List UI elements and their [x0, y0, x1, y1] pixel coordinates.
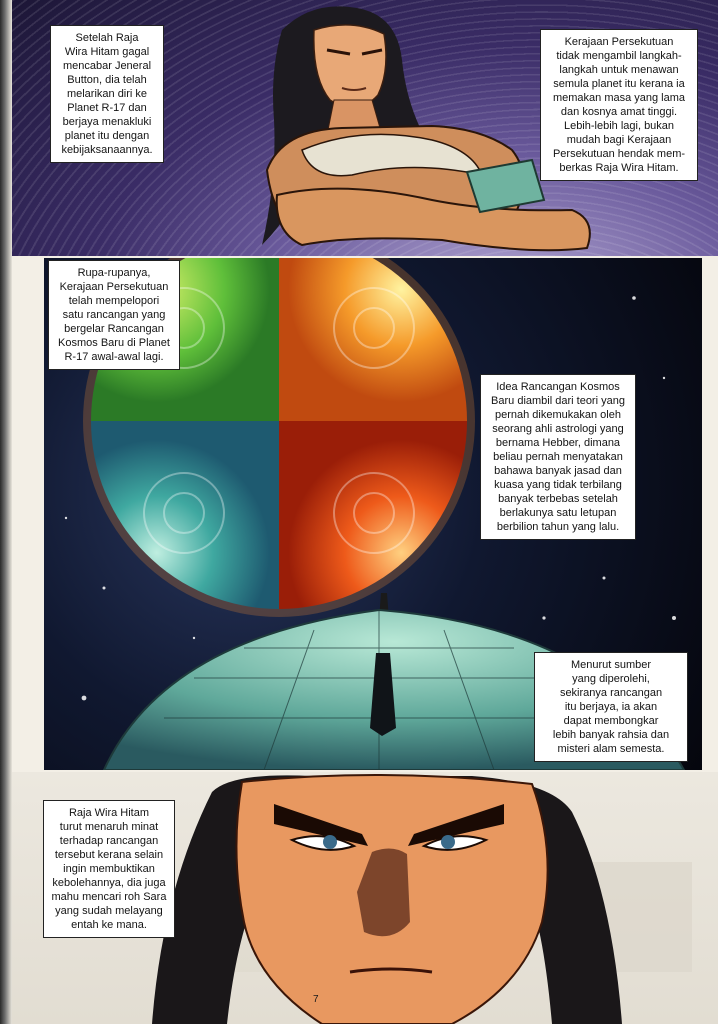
panel-warlord-arms-crossed: [12, 0, 718, 256]
panel-warlord-closeup: [12, 772, 718, 1024]
caption-plan-success: Menurut sumber yang diperolehi, sekiranya rancangan itu berjaya, ia akan dapat membongkar lebih banyak rahsia dan misteri alam semesta.: [534, 652, 688, 762]
caption-new-cosmos-plan: Rupa-rupanya, Kerajaan Persekutuan telah mempelopori satu rancangan yang bergelar Rancangan Kosmos Baru di Planet R-17 awal-awal lagi.: [48, 260, 180, 370]
caption-federation-no-action: Kerajaan Persekutuan tidak mengambil langkah- langkah untuk menawan semula planet itu kerana ia memakan masa yang lama dan kosnya amat tinggi. Lebih-lebih lagi, bukan mudah bagi Kerajaan Persekutuan hendak mem- berkas Raja Wira Hitam.: [540, 29, 698, 181]
caption-escape-to-planet: Setelah Raja Wira Hitam gagal mencabar Jeneral Button, dia telah melarikan diri ke Planet R-17 dan berjaya menakluki planet itu dengan kebijaksanaannya.: [50, 25, 164, 163]
panel-cosmos-planet: [44, 258, 702, 770]
caption-hebber-theory: Idea Rancangan Kosmos Baru diambil dari teori yang pernah dikemukakan oleh seorang ahli astrologi yang bernama Hebber, dimana beliau pernah menyatakan bahawa banyak jasad dan kuasa yang tidak terbilang banyak terbebas setelah berlakunya satu letupan berbilion tahun yang lalu.: [480, 374, 636, 540]
page-binding-edge: [0, 0, 12, 1024]
caption-warlord-interest: Raja Wira Hitam turut menaruh minat terhadap rancangan tersebut kerana selain ingin membuktikan kebolehannya, dia juga mahu mencari roh Sara yang sudah melayang entah ke mana.: [43, 800, 175, 938]
page-number: 7: [313, 994, 319, 1005]
